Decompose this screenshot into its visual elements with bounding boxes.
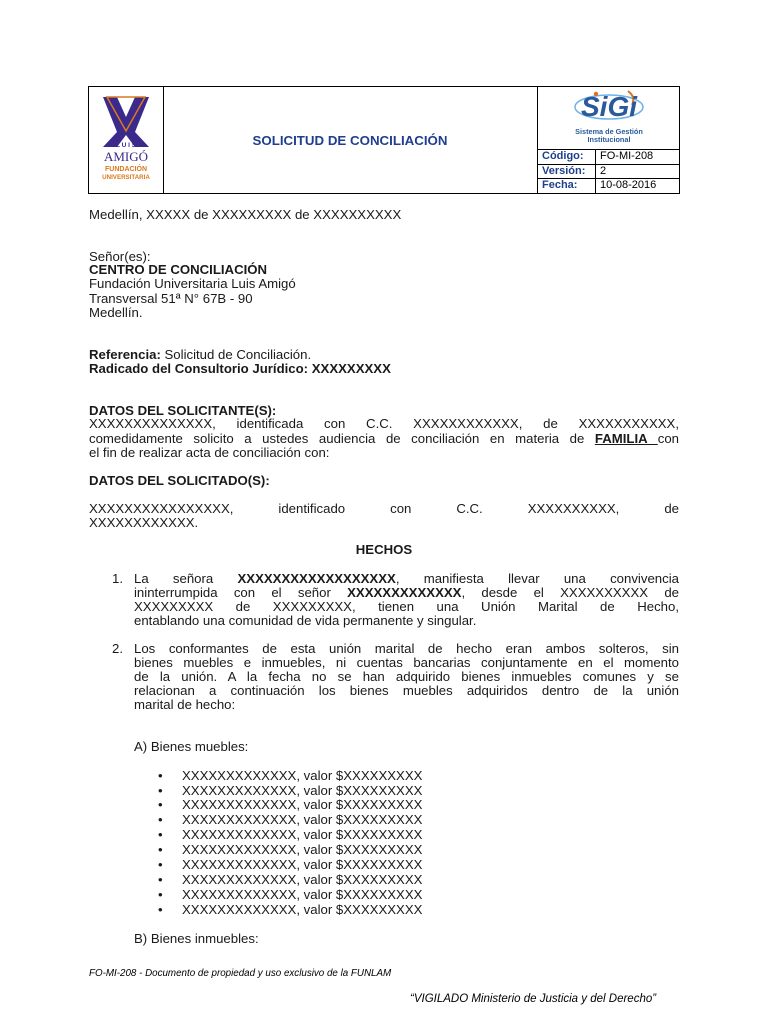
solicitante-line2-c: con bbox=[657, 431, 679, 446]
item1-l2-a: ininterrumpida con el señor bbox=[134, 585, 348, 600]
item1-l1-c: , manifiesta llevar una convivencia bbox=[395, 571, 679, 586]
bullet-text: XXXXXXXXXXXXX, valor $XXXXXXXXX bbox=[182, 872, 423, 887]
bullet-text: XXXXXXXXXXXXX, valor $XXXXXXXXX bbox=[182, 783, 423, 798]
sigi-subtitle-1: Sistema de Gestión bbox=[575, 127, 643, 136]
item1-l1-a: La señora bbox=[134, 571, 238, 586]
bullet-text: XXXXXXXXXXXXX, valor $XXXXXXXXX bbox=[182, 812, 423, 827]
reference-value: Solicitud de Conciliación. bbox=[160, 347, 312, 362]
bullet-text: XXXXXXXXXXXXX, valor $XXXXXXXXX bbox=[182, 797, 423, 812]
solicitante-line2 bbox=[89, 431, 679, 446]
hechos-item2-line5: marital de hecho: bbox=[134, 697, 236, 712]
header-sigi-cell bbox=[537, 87, 680, 193]
solicitado-word: de bbox=[664, 501, 679, 516]
meta-row bbox=[538, 164, 680, 179]
bullet-text: XXXXXXXXXXXXX, valor $XXXXXXXXX bbox=[182, 827, 423, 842]
bullet-icon: • bbox=[158, 857, 163, 872]
bullet-icon: • bbox=[158, 783, 163, 798]
bullet-text: XXXXXXXXXXXXX, valor $XXXXXXXXX bbox=[182, 857, 423, 872]
meta-row bbox=[538, 179, 680, 193]
addressee-org: Fundación Universitaria Luis Amigó bbox=[89, 276, 296, 291]
list-item bbox=[158, 857, 422, 872]
hechos-item2-line2: bienes muebles e inmuebles, ni cuentas bancarias conjuntamente en el momento bbox=[134, 655, 679, 670]
list-item bbox=[158, 887, 422, 902]
meta-key: Versión: bbox=[538, 164, 596, 179]
reference-label: Referencia: bbox=[89, 347, 161, 362]
footer-vigilado: “VIGILADO Ministerio de Justicia y del Derecho” bbox=[410, 993, 657, 1005]
bullet-icon: • bbox=[158, 902, 163, 917]
logo-text-universitaria: UNIVERSITARIA bbox=[102, 174, 150, 181]
bullet-text: XXXXXXXXXXXXX, valor $XXXXXXXXX bbox=[182, 887, 423, 902]
bienes-inmuebles-heading: B) Bienes inmuebles: bbox=[134, 931, 259, 946]
logo-text-amigo: AMIGÓ bbox=[103, 149, 149, 164]
document-title: SOLICITUD DE CONCILIACIÓN bbox=[252, 132, 448, 148]
meta-value: FO-MI-208 bbox=[596, 150, 681, 165]
solicitado-word: con bbox=[390, 501, 412, 516]
hechos-item2-line4: relacionan a continuación los bienes muebles adquiridos dentro de la unión bbox=[134, 683, 679, 698]
addressee-city: Medellín. bbox=[89, 305, 143, 320]
meta-value: 2 bbox=[596, 164, 681, 179]
item1-l2-b: XXXXXXXXXXXXX bbox=[347, 585, 462, 600]
logo-text-luis: L U I S bbox=[115, 142, 137, 149]
solicitado-heading: DATOS DEL SOLICITADO(S): bbox=[89, 473, 270, 488]
solicitado-line1 bbox=[89, 501, 679, 516]
sigi-subtitle bbox=[538, 128, 680, 144]
meta-key: Código: bbox=[538, 150, 596, 165]
hechos-item2-line3: de la unión. A la fecha no se han adquirido bienes inmuebles comunes y se bbox=[134, 669, 679, 684]
solicitante-line2-a: comedidamente solicito a ustedes audiencia de conciliación en materia de bbox=[89, 431, 595, 446]
hechos-item1-line3: XXXXXXXXX de XXXXXXXXX, tienen una Unión Marital de Hecho, bbox=[134, 599, 679, 614]
addressee-address: Transversal 51ª N° 67B - 90 bbox=[89, 291, 253, 306]
radicado-line: Radicado del Consultorio Jurídico: XXXXXXXXX bbox=[89, 361, 391, 376]
bullet-text: XXXXXXXXXXXXX, valor $XXXXXXXXX bbox=[182, 768, 423, 783]
meta-row bbox=[538, 150, 680, 165]
footer-doc-note: FO-MI-208 - Documento de propiedad y uso exclusivo de la FUNLAM bbox=[89, 968, 392, 979]
solicitante-line3: el fin de realizar acta de conciliación con: bbox=[89, 445, 330, 460]
hechos-item1-line1 bbox=[134, 571, 679, 586]
document-header bbox=[88, 86, 680, 194]
bullet-icon: • bbox=[158, 827, 163, 842]
hechos-heading: HECHOS bbox=[355, 542, 413, 557]
addressee-name: CENTRO DE CONCILIACIÓN bbox=[89, 262, 268, 277]
list-item bbox=[158, 842, 422, 857]
list-item bbox=[158, 783, 422, 798]
bullet-text: XXXXXXXXXXXXX, valor $XXXXXXXXX bbox=[182, 842, 423, 857]
bullet-text: XXXXXXXXXXXXX, valor $XXXXXXXXX bbox=[182, 902, 423, 917]
reference-line bbox=[89, 347, 311, 362]
hechos-item2-line1: Los conformantes de esta unión marital de hecho eran ambos solteros, sin bbox=[134, 641, 679, 656]
bullet-icon: • bbox=[158, 797, 163, 812]
sigi-logo-text: SiGi bbox=[580, 91, 637, 122]
bienes-muebles-heading: A) Bienes muebles: bbox=[134, 739, 249, 754]
materia-familia: FAMILIA bbox=[594, 431, 658, 446]
solicitado-word: XXXXXXXXXXXXXXXX, bbox=[89, 501, 234, 516]
solicitado-word: C.C. bbox=[456, 501, 483, 516]
logo-text-fundacion: FUNDACIÓN bbox=[105, 166, 147, 173]
solicitante-heading: DATOS DEL SOLICITANTE(S): bbox=[89, 403, 277, 418]
item1-l2-c: , desde el XXXXXXXXXX de bbox=[461, 585, 679, 600]
solicitado-word: XXXXXXXXXX, bbox=[527, 501, 620, 516]
bullet-icon: • bbox=[158, 887, 163, 902]
meta-key: Fecha: bbox=[538, 179, 596, 193]
bullet-icon: • bbox=[158, 842, 163, 857]
addressee-salutation: Señor(es): bbox=[89, 249, 151, 264]
item1-l1-b: XXXXXXXXXXXXXXXXXX bbox=[237, 571, 396, 586]
hechos-item1-number: 1. bbox=[112, 571, 123, 586]
hechos-item1-line2 bbox=[134, 585, 679, 600]
sigi-subtitle-2: Institucional bbox=[587, 135, 631, 144]
hechos-item1-line4: entablando una comunidad de vida permanente y singular. bbox=[134, 613, 477, 628]
bullet-icon: • bbox=[158, 812, 163, 827]
list-item bbox=[158, 768, 422, 783]
bullet-icon: • bbox=[158, 872, 163, 887]
solicitante-line1: XXXXXXXXXXXXXX, identificada con C.C. XXXXXXXXXXXX, de XXXXXXXXXXX, bbox=[89, 416, 679, 431]
solicitado-line2: XXXXXXXXXXXX. bbox=[89, 515, 199, 530]
meta-value: 10-08-2016 bbox=[596, 179, 681, 193]
document-meta-table bbox=[538, 149, 680, 193]
sigi-logo bbox=[538, 87, 680, 149]
date-line: Medellín, XXXXX de XXXXXXXXX de XXXXXXXXXX bbox=[89, 207, 402, 222]
bullet-icon: • bbox=[158, 768, 163, 783]
list-item bbox=[158, 827, 422, 842]
header-logo-cell bbox=[89, 87, 164, 193]
solicitado-word: identificado bbox=[278, 501, 346, 516]
list-item bbox=[158, 902, 422, 917]
hechos-item2-number: 2. bbox=[112, 641, 123, 656]
list-item bbox=[158, 872, 422, 887]
list-item bbox=[158, 812, 422, 827]
list-item bbox=[158, 797, 422, 812]
